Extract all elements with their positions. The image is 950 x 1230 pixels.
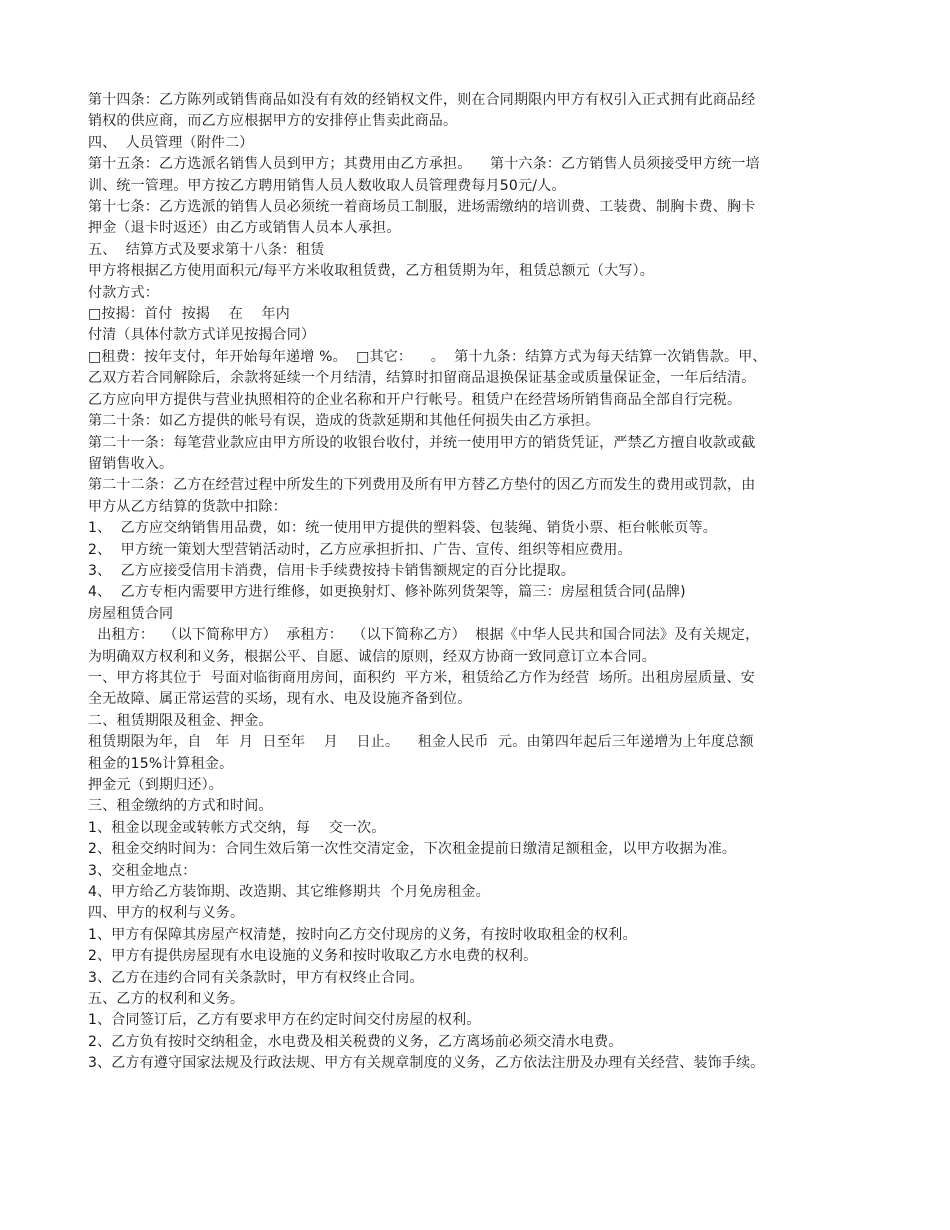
text-line: 第十七条：乙方选派的销售人员必须统一着商场员工制服，进场需缴纳的培训费、工装费、制胸卡费、胸卡 bbox=[88, 199, 756, 216]
document-body bbox=[88, 90, 863, 1075]
text-line: 甲方从乙方结算的货款中扣除： bbox=[88, 498, 287, 515]
list-item: 1、 乙方应交纳销售用品费，如：统一使用甲方提供的塑料袋、包装绳、销货小票、柜台帐帐页等。 bbox=[88, 520, 718, 537]
text-line: 押金（退卡时返还）由乙方或销售人员本人承担。 bbox=[88, 220, 401, 237]
list-item: 2、甲方有提供房屋现有水电设施的义务和按时收取乙方水电费的权利。 bbox=[88, 948, 538, 965]
section-heading: 二、租赁期限及租金、押金。 bbox=[88, 712, 273, 729]
list-item: 2、乙方负有按时交纳租金，水电费及相关税费的义务，乙方离场前必须交清水电费。 bbox=[88, 1033, 623, 1050]
text-line: 销权的供应商，而乙方应根据甲方的安排停止售卖此商品。 bbox=[88, 113, 458, 130]
list-item: 2、 甲方统一策划大型营销活动时，乙方应承担折扣、广告、宣传、组织等相应费用。 bbox=[88, 541, 632, 558]
list-item: 3、交租金地点： bbox=[88, 862, 197, 879]
text-line: 第十四条：乙方陈列或销售商品如没有有效的经销权文件，则在合同期限内甲方有权引入正式拥有此商品经 bbox=[88, 92, 756, 108]
text-line: 甲方将根据乙方使用面积元/每平方米收取租赁费，乙方租赁期为年，租赁总额元（大写）。 bbox=[88, 263, 654, 280]
text-line: 乙双方若合同解除后，余款将延续一个月结清，结算时扣留商品退换保证基金或质量保证金，一年后结清。 bbox=[88, 370, 756, 387]
list-item: 3、 乙方应接受信用卡消费，信用卡手续费按持卡销售额规定的百分比提取。 bbox=[88, 562, 576, 579]
section-heading: 五、乙方的权利和义务。 bbox=[88, 991, 245, 1008]
list-item: 3、乙方有遵守国家法规及行政法规、甲方有关规章制度的义务，乙方依法注册及办理有关经营、装饰手续。 bbox=[88, 1055, 765, 1072]
text-line: 留销售收入。 bbox=[88, 455, 174, 472]
section-heading: 四、甲方的权利与义务。 bbox=[88, 905, 245, 922]
section-heading: 三、租金缴纳的方式和时间。 bbox=[88, 798, 273, 815]
text-line: 全无故障、属正常运营的买场，现有水、电及设施齐备到位。 bbox=[88, 691, 472, 708]
text-line: □租费：按年支付，年开始每年递增 %。 □其它： 。 第十九条：结算方式为每天结算一次销售款。甲、 bbox=[88, 348, 767, 365]
list-item: 4、甲方给乙方装饰期、改造期、其它维修期共 个月免房租金。 bbox=[88, 884, 490, 901]
text-line: 一、甲方将其位于 号面对临街商用房间，面积约 平方米，租赁给乙方作为经营 场所。出租房屋质量、安 bbox=[88, 669, 755, 686]
list-item: 4、 乙方专柜内需要甲方进行维修，如更换射灯、修补陈列货架等，篇三：房屋租赁合同(品牌) bbox=[88, 584, 686, 601]
text-line: 第十五条：乙方选派名销售人员到甲方；其费用由乙方承担。 第十六条：乙方销售人员须接受甲方统一培 bbox=[88, 156, 760, 173]
text-line: 第二十一条：每笔营业款应由甲方所设的收银台收付，并统一使用甲方的销货凭证，严禁乙方擅自收款或截 bbox=[88, 434, 756, 451]
text-line: 乙方应向甲方提供与营业执照相符的企业名称和开户行帐号。租赁户在经营场所销售商品全部自行完税。 bbox=[88, 391, 742, 408]
text-line: 出租方： （以下简称甲方） 承租方： （以下简称乙方） 根据《中华人民共和国合同法》及有关规定， bbox=[88, 627, 760, 644]
list-item: 2、租金交纳时间为：合同生效后第一次性交清定金，下次租金提前日缴清足额租金，以甲方收据为准。 bbox=[88, 841, 737, 858]
section-heading: 五、 结算方式及要求第十八条：租赁 bbox=[88, 241, 325, 258]
text-line: 租赁期限为年，自 年 月 日至年 月 日止。 租金人民币 元。由第四年起后三年递增为上年度总额 bbox=[88, 734, 754, 751]
list-item: 1、甲方有保障其房屋产权清楚，按时向乙方交付现房的义务，有按时收取租金的权利。 bbox=[88, 926, 637, 943]
text-line: 付款方式： bbox=[88, 284, 159, 301]
text-line: 押金元（到期归还）。 bbox=[88, 777, 223, 793]
text-line: 训、统一管理。甲方按乙方聘用销售人员人数收取人员管理费每月50元/人。 bbox=[88, 177, 566, 194]
text-line: □按揭：首付 按揭 在 年内 bbox=[88, 306, 290, 323]
list-item: 1、合同签订后，乙方有要求甲方在约定时间交付房屋的权利。 bbox=[88, 1012, 481, 1029]
text-line: 租金的15%计算租金。 bbox=[88, 755, 234, 772]
text-line: 付清（具体付款方式详见按揭合同） bbox=[88, 327, 316, 344]
text-line: 第二十条：如乙方提供的帐号有误，造成的货款延期和其他任何损失由乙方承担。 bbox=[88, 413, 600, 430]
text-line: 为明确双方权利和义务，根据公平、自愿、诚信的原则，经双方协商一致同意订立本合同。 bbox=[88, 648, 656, 665]
text-line: 第二十二条：乙方在经营过程中所发生的下列费用及所有甲方替乙方垫付的因乙方而发生的费用或罚款，由 bbox=[88, 477, 756, 494]
document-title: 房屋租赁合同 bbox=[88, 605, 174, 622]
list-item: 3、乙方在违约合同有关条款时，甲方有权终止合同。 bbox=[88, 969, 424, 986]
section-heading: 四、 人员管理（附件二） bbox=[88, 134, 254, 151]
list-item: 1、租金以现金或转帐方式交纳，每 交一次。 bbox=[88, 819, 386, 836]
